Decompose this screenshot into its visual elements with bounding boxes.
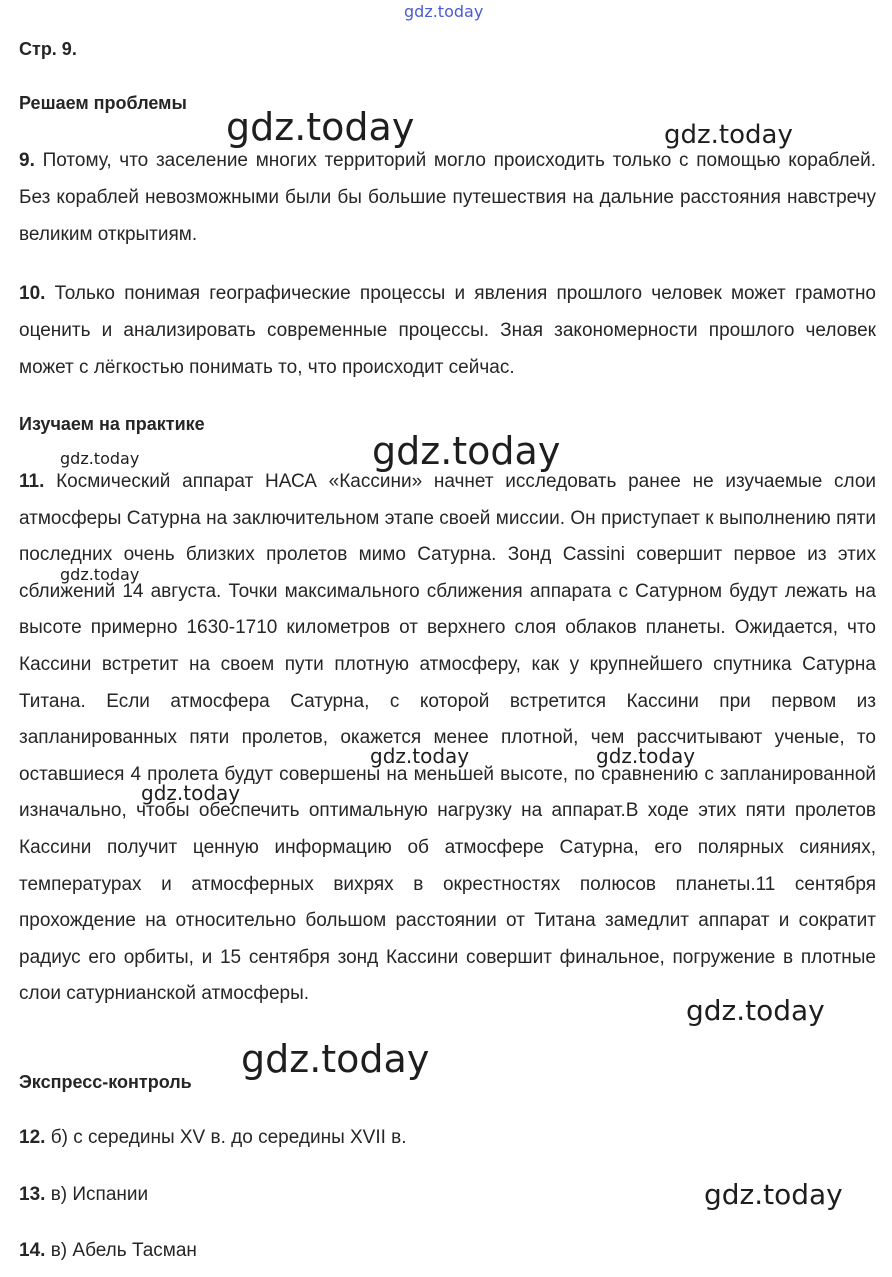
watermark: gdz.today bbox=[60, 449, 140, 468]
watermark: gdz.today bbox=[226, 105, 415, 149]
answer-number: 11. bbox=[19, 471, 45, 492]
answer-text: Только понимая географические процессы и явления прошлого человек может грамотно оценить и анализировать современные процессы. Зная закономерности прошлого человек может с лёгкостью понимать то, что происходит сейчас. bbox=[19, 283, 876, 378]
answer-text: Космический аппарат НАСА «Кассини» начнет исследовать ранее не изучаемые слои атмосферы Сатурна на заключительном этапе своей миссии. Он приступает к выполнению пяти последних очень близких пролетов мимо Сатурна. Зонд Cassini совершит первое из этих сближений 14 августа. Точки максимального сближения аппарата с Сатурном будут лежать на высоте примерно 1630-1710 километров от верхнего слоя облаков планеты. Ожидается, что Кассини встретит на своем пути плотную атмосферу, как у крупнейшего спутника Сатурна Титана. Если атмосфера Сатурна, с которой встретится Кассини при первом из запланированных пяти пролетов, окажется менее плотной, чем рассчитывают ученые, то оставшиеся 4 пролета будут совершены на меньшей высоте, по сравнению с запланированной изначально, чтобы обеспечить оптимальную нагрузку на аппарат.В ходе этих пяти пролетов Кассини получит ценную информацию об атмосфере Сатурна, его полярных сияниях, температурах и атмосферных вихрях в окрестностях полюсов планеты.11 сентября прохождение на относительно большом расстоянии от Титана замедлит аппарат и сократит радиус его орбиты, и 15 сентября зонд Кассини совершит финальное, погружение в плотные слои сатурнианской атмосферы. bbox=[19, 471, 877, 1005]
watermark: gdz.today bbox=[596, 744, 696, 768]
answer-number: 10. bbox=[19, 283, 46, 304]
watermark-top: gdz.today bbox=[404, 2, 484, 21]
section-title-express: Экспресс-контроль bbox=[19, 1072, 192, 1092]
answer-text: в) Испании bbox=[50, 1184, 149, 1205]
answer-number: 9. bbox=[19, 150, 35, 171]
answer-14 bbox=[19, 1240, 197, 1262]
answer-11 bbox=[19, 464, 876, 1013]
watermark: gdz.today bbox=[686, 994, 825, 1027]
answer-13 bbox=[19, 1184, 148, 1206]
page-label: Стр. 9. bbox=[19, 39, 77, 59]
answer-9 bbox=[19, 142, 876, 253]
answer-text: в) Абель Тасман bbox=[50, 1240, 197, 1261]
watermark: gdz.today bbox=[241, 1037, 430, 1081]
answer-10 bbox=[19, 275, 876, 386]
answer-12 bbox=[19, 1127, 407, 1149]
answer-text: б) с середины XV в. до середины XVII в. bbox=[50, 1127, 407, 1148]
answer-number: 14. bbox=[19, 1240, 46, 1261]
watermark: gdz.today bbox=[141, 781, 241, 805]
answer-number: 13. bbox=[19, 1184, 46, 1205]
watermark: gdz.today bbox=[370, 744, 470, 768]
section-title-practice: Изучаем на практике bbox=[19, 414, 205, 434]
answer-number: 12. bbox=[19, 1127, 46, 1148]
section-title-problems: Решаем проблемы bbox=[19, 93, 187, 113]
watermark: gdz.today bbox=[664, 120, 793, 150]
watermark: gdz.today bbox=[60, 565, 140, 584]
answer-text: Потому, что заселение многих территорий могло происходить только с помощью кораблей. Без кораблей невозможными были бы большие путешествия на дальние расстояния навстречу великим открытиям. bbox=[19, 150, 877, 245]
watermark: gdz.today bbox=[704, 1178, 843, 1211]
watermark: gdz.today bbox=[372, 429, 561, 473]
